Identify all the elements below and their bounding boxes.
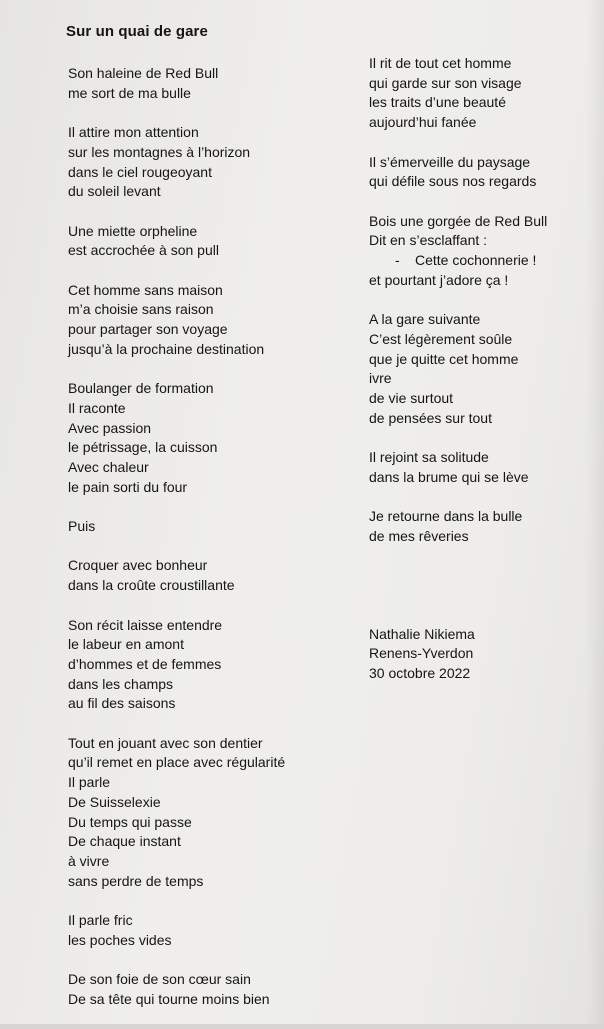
poem-line: De chaque instant	[68, 833, 181, 850]
stanza	[68, 379, 368, 497]
stanza	[369, 507, 594, 546]
dialogue-line	[369, 251, 594, 271]
poem-line: Il attire mon attention	[68, 124, 199, 141]
poem-line: Bois une gorgée de Red Bull	[369, 212, 548, 229]
poem-line: dans la brume qui se lève	[369, 468, 529, 485]
stanza	[369, 54, 594, 133]
stanza	[68, 517, 368, 537]
stanza	[369, 212, 594, 291]
poem-line: dans les champs	[68, 675, 174, 692]
stanza	[68, 222, 368, 261]
poem-line: Il rejoint sa solitude	[369, 449, 489, 465]
poem-line: qui défile sous nos regards	[369, 173, 537, 190]
signature-place: Renens-Yverdon	[369, 645, 474, 662]
poem-line: aujourd’hui fanée	[369, 114, 477, 131]
poem-line: Une miette orpheline	[68, 222, 198, 239]
poem-line: dans le ciel rougeoyant	[68, 163, 212, 180]
poem-line: les traits d’une beauté	[369, 94, 506, 111]
poem-line: Croquer avec bonheur	[68, 557, 208, 574]
poem-line: Tout en jouant avec son dentier	[68, 734, 263, 751]
stanza	[68, 616, 368, 715]
dialogue-text: Cette cochonnerie !	[415, 252, 537, 268]
poem-line: ivre	[369, 370, 392, 387]
poem-line: est accrochée à son pull	[68, 242, 219, 259]
poem-line: au fil des saisons	[68, 695, 176, 712]
poem-line: sur les montagnes à l’horizon	[68, 143, 251, 160]
poem-line: Je retourne dans la bulle	[369, 508, 523, 525]
poem-line: De sa tête qui tourne moins bien	[68, 990, 270, 1007]
poem-line: d’hommes et de femmes	[68, 655, 222, 672]
poem-line: Dit en s’esclaffant :	[369, 232, 488, 249]
poem-line: Il parle fric	[68, 912, 133, 929]
poem-line: me sort de ma bulle	[68, 84, 191, 101]
stanza	[68, 970, 368, 1009]
poem-line: que je quitte cet homme	[369, 350, 519, 367]
poem-line: De son foie de son cœur sain	[68, 971, 251, 988]
poem-left-column	[68, 64, 368, 1029]
poem-line: de vie surtout	[369, 389, 454, 406]
poem-line: m’a choisie sans raison	[68, 301, 214, 318]
poem-right-column	[369, 54, 594, 703]
poem-line: le pétrissage, la cuisson	[68, 439, 218, 456]
poem-line: jusqu’à la prochaine destination	[68, 340, 265, 357]
poem-line: et pourtant j’adore ça !	[369, 271, 509, 288]
stanza	[68, 911, 368, 950]
poem-line: dans la croûte croustillante	[68, 577, 235, 594]
poem-line: qu’il remet en place avec régularité	[68, 754, 286, 771]
poem-title: Sur un quai de gare	[66, 23, 208, 40]
poem-line: les poches vides	[68, 931, 172, 948]
poem-line: le labeur en amont	[68, 636, 184, 653]
signature-block	[369, 625, 594, 684]
poem-line: Cet homme sans maison	[68, 281, 223, 298]
poem-line: de mes rêveries	[369, 527, 469, 544]
poem-line: Son haleine de Red Bull	[68, 65, 219, 81]
stanza	[369, 153, 594, 192]
poem-line: de pensées sur tout	[369, 409, 492, 426]
author-name: Nathalie Nikiema	[369, 625, 475, 642]
poem-line: Il parle	[68, 774, 111, 791]
stanza	[68, 556, 368, 595]
poem-line: De Suisselexie	[68, 793, 161, 810]
poem-line: Du temps qui passe	[68, 813, 192, 830]
poem-line: Boulanger de formation	[68, 380, 214, 397]
stanza	[68, 123, 368, 202]
poem-line: Il raconte	[68, 399, 126, 416]
stanza	[68, 64, 368, 103]
poem-line: Il s’émerveille du paysage	[369, 153, 531, 170]
stanza	[68, 734, 368, 892]
dialogue-dash: -	[395, 252, 400, 268]
stanza	[369, 310, 594, 428]
poem-line: pour partager son voyage	[68, 321, 228, 338]
poem-line: Puis	[68, 518, 96, 535]
poem-line: Son récit laisse entendre	[68, 616, 223, 633]
stanza	[369, 448, 594, 487]
poem-line: Avec passion	[68, 419, 152, 436]
poem-line: à vivre	[68, 853, 110, 869]
poem-line: qui garde sur son visage	[369, 74, 522, 91]
signature-date: 30 octobre 2022	[369, 664, 471, 681]
poem-line: le pain sorti du four	[68, 478, 188, 495]
poem-line: Avec chaleur	[68, 459, 149, 475]
poem-line: A la gare suivante	[369, 311, 481, 328]
poem-line: Il rit de tout cet homme	[369, 55, 512, 71]
poem-line: C’est légèrement soûle	[369, 330, 513, 347]
stanza	[68, 281, 368, 360]
poem-line: du soleil levant	[68, 183, 161, 200]
poem-line: sans perdre de temps	[68, 872, 204, 889]
